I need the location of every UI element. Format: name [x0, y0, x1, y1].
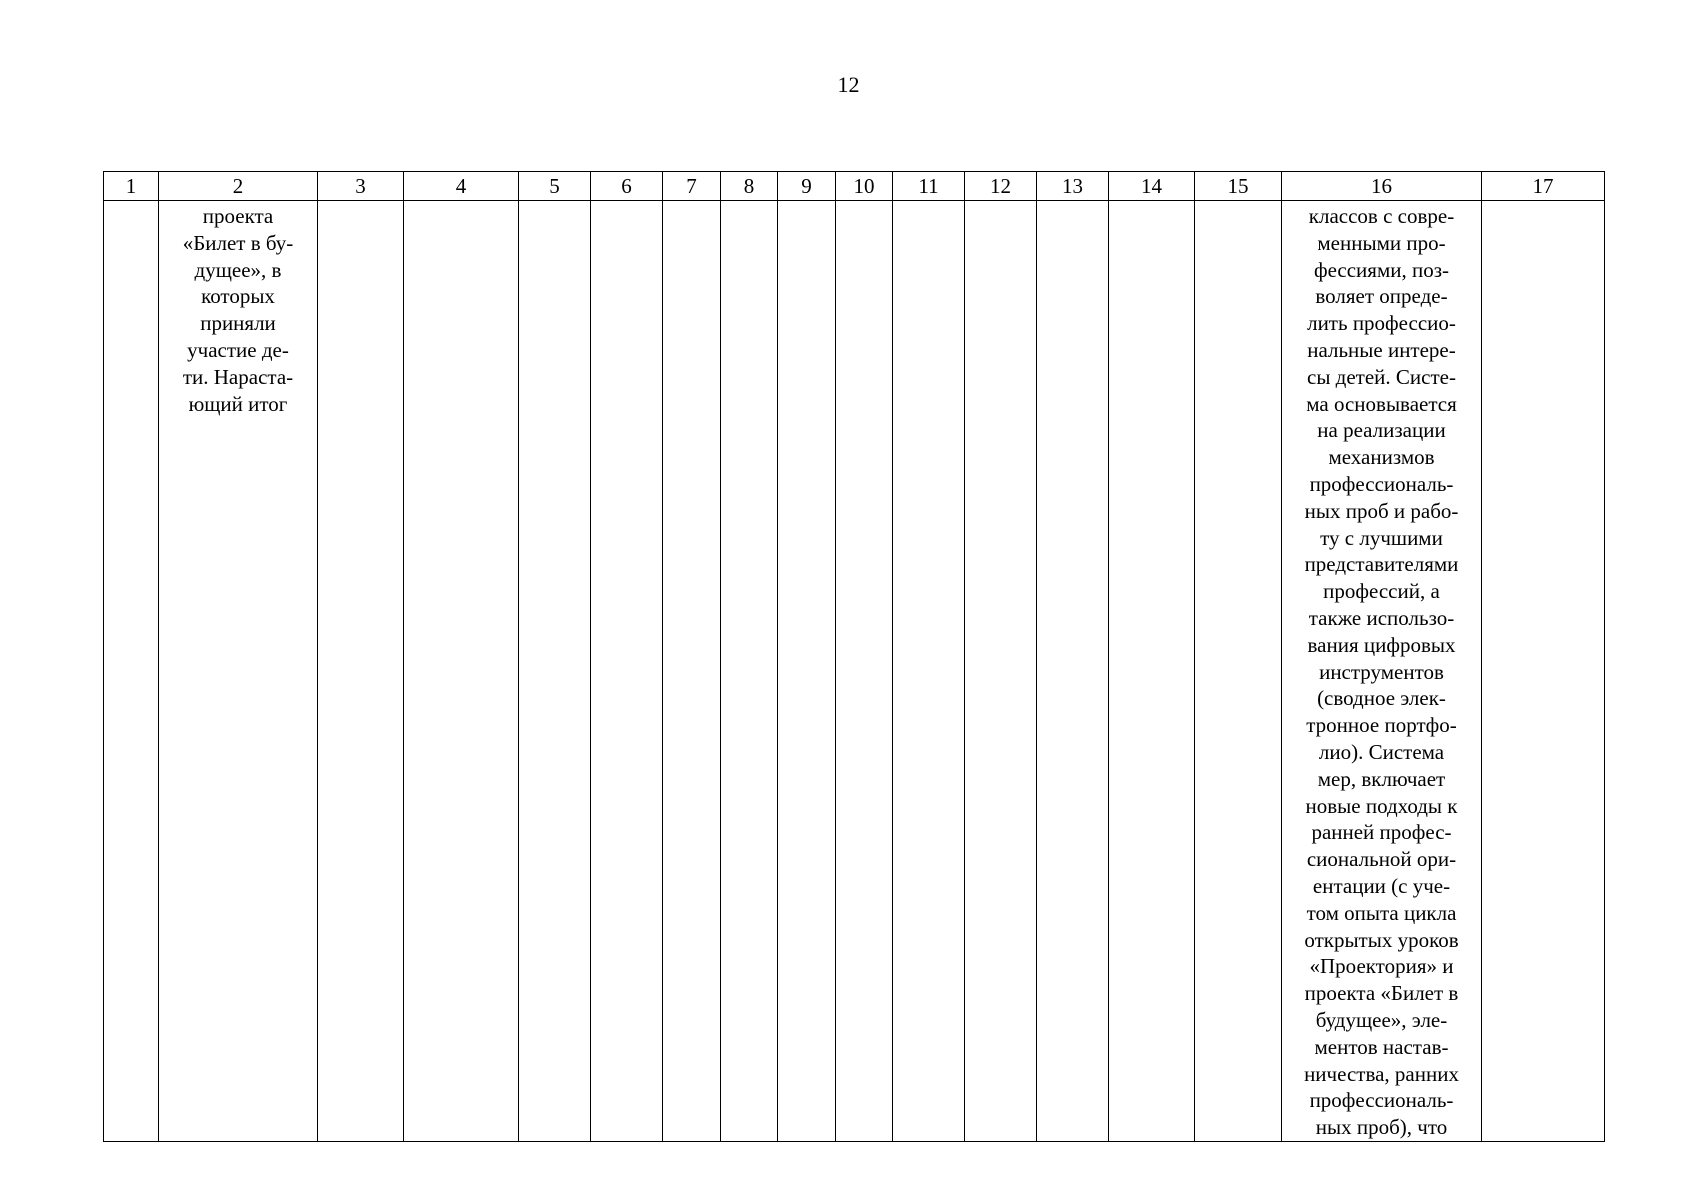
table-cell [893, 201, 965, 1142]
column-header: 10 [836, 172, 893, 201]
text-line: участие де- [187, 337, 289, 362]
column-header: 13 [1037, 172, 1109, 201]
column-header: 2 [159, 172, 318, 201]
column-header: 9 [778, 172, 836, 201]
column-header: 4 [404, 172, 519, 201]
column-header: 1 [104, 172, 159, 201]
text-line: ментов настав- [1314, 1034, 1449, 1059]
text-line: мер, включает [1317, 766, 1446, 791]
text-line: ных проб), что [1315, 1115, 1448, 1140]
text-line: будущее», эле- [1315, 1007, 1448, 1032]
text-line: ти. Нараста- [182, 364, 294, 389]
cell-text-col-2 [159, 201, 317, 417]
table-cell [1482, 201, 1605, 1142]
text-line: проекта «Билет в [1304, 981, 1459, 1006]
column-header: 17 [1482, 172, 1605, 201]
table-cell [1109, 201, 1195, 1142]
text-line: ющий итог [188, 391, 288, 416]
data-table [103, 171, 1605, 1142]
table-cell [1037, 201, 1109, 1142]
table-cell [663, 201, 721, 1142]
column-header: 15 [1195, 172, 1282, 201]
text-line: профессиональ- [1309, 471, 1454, 496]
text-line: механизмов [1328, 445, 1435, 470]
text-line: фессиями, поз- [1313, 257, 1450, 282]
text-line: сиональной ори- [1306, 847, 1457, 872]
table-cell [318, 201, 404, 1142]
column-header: 7 [663, 172, 721, 201]
text-line: на реализации [1317, 418, 1446, 443]
text-line: профессий, а [1323, 579, 1440, 604]
text-line: новые подходы к [1305, 793, 1458, 818]
cell-text-col-16 [1282, 201, 1481, 1141]
column-header: 6 [591, 172, 663, 201]
text-line: проекта [202, 204, 274, 228]
text-line: менными про- [1317, 230, 1446, 255]
table-cell [721, 201, 778, 1142]
table-cell [836, 201, 893, 1142]
text-line: тронное портфо- [1306, 713, 1457, 738]
page-number: 12 [837, 72, 860, 97]
text-line: лить профессио- [1307, 311, 1456, 336]
text-line: профессиональ- [1309, 1088, 1454, 1113]
column-header: 11 [893, 172, 965, 201]
table-cell [159, 201, 318, 1142]
text-line: лио). Система [1318, 739, 1445, 764]
text-line: представителями [1304, 552, 1459, 577]
table-cell [104, 201, 159, 1142]
column-header: 5 [519, 172, 591, 201]
text-line: приняли [200, 311, 276, 336]
text-line: ранней профес- [1311, 820, 1452, 845]
column-header: 3 [318, 172, 404, 201]
text-line: вания цифровых [1307, 632, 1456, 657]
text-line: также использо- [1308, 605, 1455, 630]
table-cell [965, 201, 1037, 1142]
table-cell [519, 201, 591, 1142]
column-header: 12 [965, 172, 1037, 201]
text-line: ма основывается [1306, 391, 1457, 416]
table-cell [591, 201, 663, 1142]
table-cell [1282, 201, 1482, 1142]
text-line: открытых уроков [1304, 927, 1459, 952]
table-row [104, 201, 1605, 1142]
text-line: дущее», в [194, 257, 282, 282]
text-line: ентации (с уче- [1312, 873, 1451, 898]
table-cell [1195, 201, 1282, 1142]
column-header: 16 [1282, 172, 1482, 201]
header-row [104, 172, 1605, 201]
text-line: классов с совре- [1308, 204, 1455, 228]
text-line: ничества, ранних [1304, 1061, 1459, 1086]
text-line: «Билет в бу- [182, 230, 294, 255]
table-cell [778, 201, 836, 1142]
text-line: «Проектория» и [1309, 954, 1454, 979]
table-cell [404, 201, 519, 1142]
text-line: нальные интере- [1307, 337, 1456, 362]
column-header: 14 [1109, 172, 1195, 201]
text-line: инструментов [1319, 659, 1444, 684]
text-line: которых [201, 284, 275, 309]
column-header: 8 [721, 172, 778, 201]
text-line: ту с лучшими [1320, 525, 1443, 550]
text-line: (сводное элек- [1317, 686, 1446, 711]
text-line: воляет опреде- [1315, 284, 1448, 309]
text-line: ных проб и рабо- [1304, 498, 1459, 523]
text-line: том опыта цикла [1306, 900, 1457, 925]
text-line: сы детей. Систе- [1307, 364, 1456, 389]
